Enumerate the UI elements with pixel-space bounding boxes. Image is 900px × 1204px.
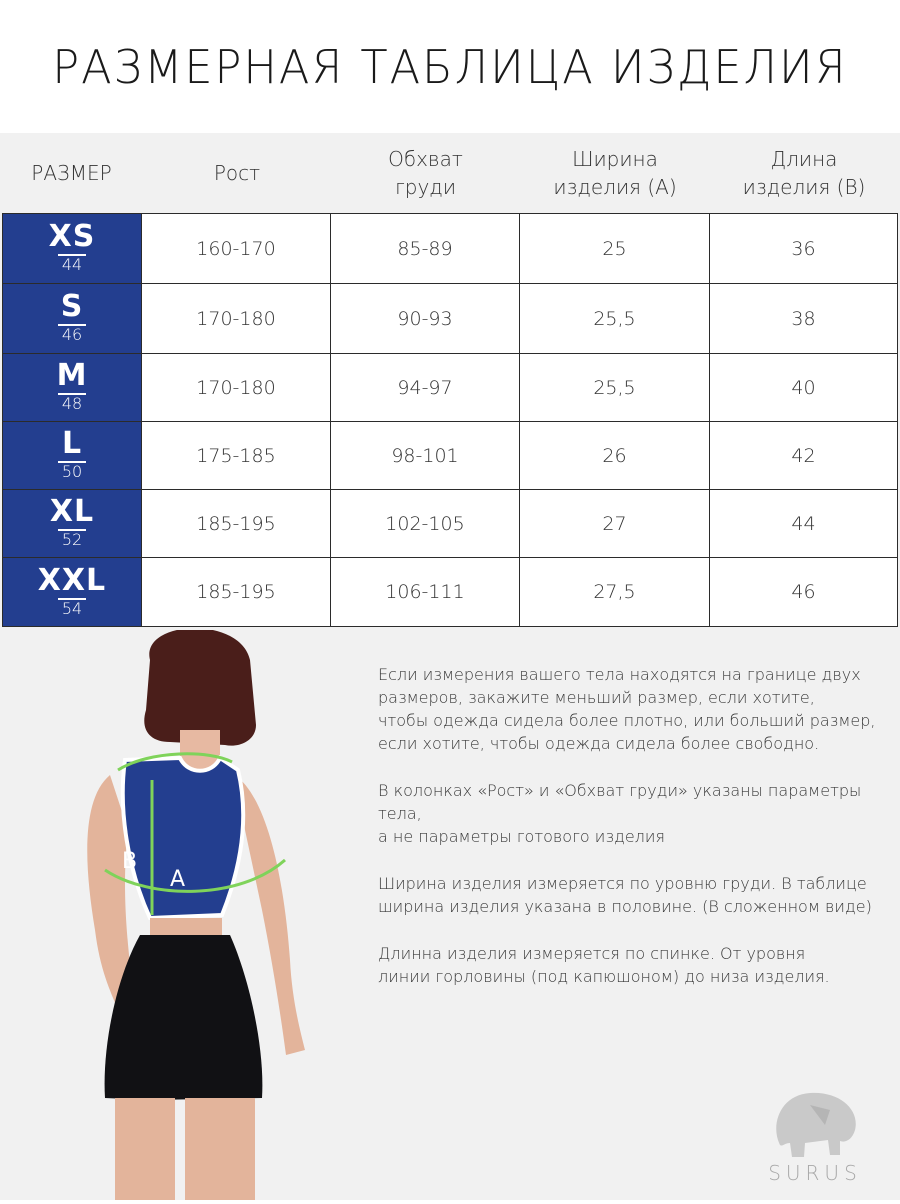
model-photo	[0, 630, 360, 1200]
size-label: XXL	[37, 562, 107, 598]
cell-length: 44	[710, 490, 898, 558]
cell-height: 160-170	[142, 214, 331, 284]
note-paragraph: Длинна изделия измеряется по спинке. От уровня линии горловины (под капюшоном) до низа изделия.	[378, 944, 830, 986]
size-cell	[3, 214, 142, 284]
size-ru-number: 46	[58, 324, 86, 344]
size-cell	[3, 284, 142, 354]
note-paragraph: Ширина изделия измеряется по уровню груди. В таблице ширина изделия указана в половине. (В сложенном виде)	[378, 874, 872, 916]
left-leg-shape	[115, 1098, 175, 1200]
cell-chest: 106-111	[331, 558, 520, 627]
cell-length: 40	[710, 354, 898, 422]
cell-length: 38	[710, 284, 898, 354]
cell-width: 27,5	[520, 558, 710, 627]
column-header-size: РАЗМЕР	[31, 161, 112, 185]
cell-chest: 85-89	[331, 214, 520, 284]
table-row	[3, 422, 898, 490]
column-header-length: Длина изделия (В)	[742, 147, 866, 199]
table-row	[3, 214, 898, 284]
size-ru-number: 50	[58, 461, 86, 481]
size-ru-number: 44	[58, 254, 86, 274]
cell-chest: 98-101	[331, 422, 520, 490]
table-row	[3, 490, 898, 558]
cell-length: 42	[710, 422, 898, 490]
cell-height: 170-180	[142, 284, 331, 354]
midriff-shape	[150, 918, 222, 936]
size-ru-number: 52	[58, 529, 86, 549]
size-ru-number: 54	[58, 598, 86, 618]
right-leg-shape	[185, 1098, 255, 1200]
size-label: XS	[48, 219, 96, 254]
hair-shape	[144, 630, 256, 746]
table-header	[0, 133, 900, 213]
cell-width: 25,5	[520, 354, 710, 422]
cell-width: 25	[520, 214, 710, 284]
size-label: S	[60, 289, 84, 324]
label-b: B	[122, 849, 138, 874]
size-cell	[3, 354, 142, 422]
cell-chest: 94-97	[331, 354, 520, 422]
column-header-height: Рост	[213, 161, 261, 185]
cell-chest: 90-93	[331, 284, 520, 354]
table-row	[3, 354, 898, 422]
cell-height: 170-180	[142, 354, 331, 422]
size-cell	[3, 422, 142, 490]
cell-width: 26	[520, 422, 710, 490]
cell-length: 36	[710, 214, 898, 284]
column-header-chest: Обхват груди	[388, 147, 463, 199]
size-label: M	[56, 358, 88, 393]
cell-width: 27	[520, 490, 710, 558]
cell-height: 185-195	[142, 558, 331, 627]
note-paragraph: В колонках «Рост» и «Обхват груди» указаны параметры тела, а не параметры готового изделия	[378, 781, 862, 846]
elephant-icon	[760, 1085, 870, 1163]
crop-top-shape	[123, 758, 243, 918]
label-a: A	[170, 867, 186, 892]
size-ru-number: 48	[58, 393, 86, 413]
cell-width: 25,5	[520, 284, 710, 354]
size-cell	[3, 558, 142, 627]
page-header	[0, 0, 900, 133]
cell-height: 185-195	[142, 490, 331, 558]
cell-height: 175-185	[142, 422, 331, 490]
page-title: РАЗМЕРНАЯ ТАБЛИЦА ИЗДЕЛИЯ	[52, 39, 848, 94]
size-label: XL	[49, 494, 95, 529]
note-paragraph: Если измерения вашего тела находятся на границе двух размеров, закажите меньший размер, если хотите, чтобы одежда сидела более плотно, или больший размер, если хотите, чтобы одежда сидела более свободно.	[378, 665, 876, 753]
cell-chest: 102-105	[331, 490, 520, 558]
brand-name: SURUS	[768, 1161, 862, 1185]
model-illustration	[0, 630, 360, 1200]
column-header-width: Ширина изделия (А)	[553, 147, 677, 199]
cell-length: 46	[710, 558, 898, 627]
size-cell	[3, 490, 142, 558]
table-row	[3, 284, 898, 354]
table-row	[3, 558, 898, 627]
notes	[378, 663, 893, 1012]
size-table	[2, 213, 898, 627]
size-label: L	[61, 426, 83, 461]
brand-logo	[760, 1085, 870, 1185]
